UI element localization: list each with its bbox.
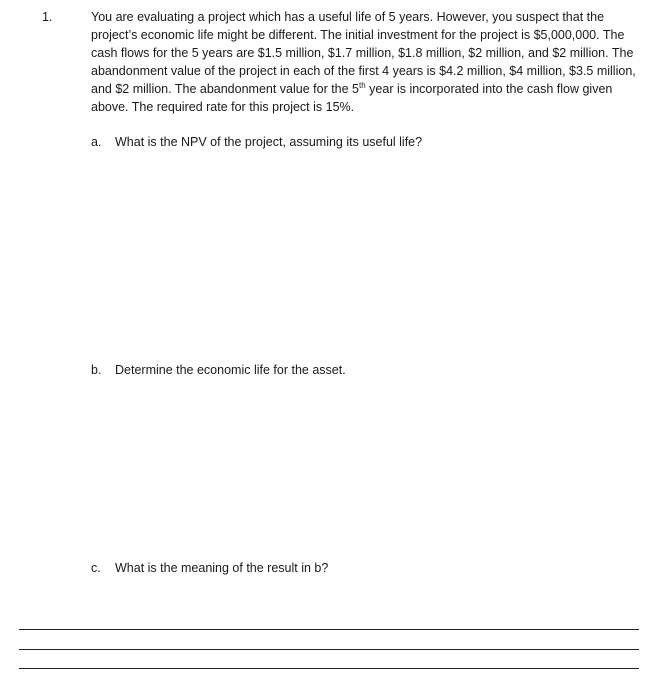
- subquestion-letter: c.: [91, 561, 101, 575]
- answer-line: [19, 668, 639, 669]
- subquestion-a: [91, 133, 422, 151]
- subquestion-letter: a.: [91, 135, 102, 149]
- subquestion-text: Determine the economic life for the asset.: [115, 363, 346, 377]
- subquestion-text: What is the NPV of the project, assuming its useful life?: [115, 135, 423, 149]
- problem-statement: [91, 8, 643, 116]
- superscript-ordinal: th: [359, 80, 366, 90]
- answer-line: [19, 629, 639, 630]
- subquestion-text: What is the meaning of the result in b?: [115, 561, 329, 575]
- subquestion-letter: b.: [91, 363, 102, 377]
- answer-line: [19, 649, 639, 650]
- subquestion-c: [91, 559, 328, 577]
- subquestion-b: [91, 361, 346, 379]
- problem-text-tail: year is incorporated into the cash flow given above. The required rate for this project is 15%.: [91, 82, 613, 114]
- problem-text-main: You are evaluating a project which has a useful life of 5 years. However, you suspect that the project’s economic life might be different. The initial investment for the project is $5,000,000. The cash flows for the 5 years are $1.5 million, $1.7 million, $1.8 million, $2 million, and $2 million. The abandonment value of the project in each of the first 4 years is $4.2 million, $4 million, $3.5 million, and $2 million. The abandonment value for the 5: [91, 10, 636, 96]
- question-number: 1.: [42, 10, 53, 24]
